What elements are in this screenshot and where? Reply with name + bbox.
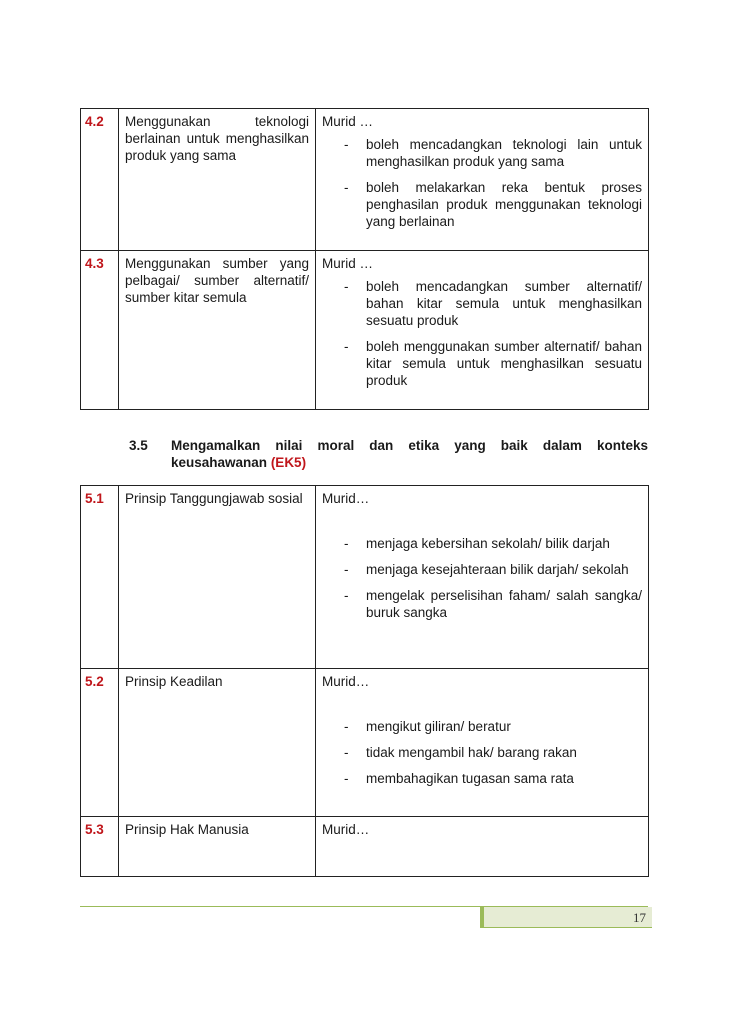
bullet-dash: - (344, 339, 349, 354)
table-row (81, 669, 649, 817)
section-code: (EK5) (270, 455, 307, 470)
row-number: 4.2 (81, 109, 119, 251)
bullet-dash: - (344, 180, 349, 195)
murid-label: Murid… (322, 491, 370, 506)
bullet-dash: - (344, 137, 349, 152)
list-item: - boleh mencadangkan sumber alternatif/ bahan kitar semula untuk menghasilkan sesuatu produk (344, 279, 642, 328)
row-description: Prinsip Hak Manusia (119, 817, 316, 877)
row-criteria (316, 486, 649, 669)
bullet-dash: - (344, 588, 349, 603)
row-description: Menggunakan teknologi berlainan untuk menghasilkan produk yang sama (119, 109, 316, 251)
table-row (81, 817, 649, 877)
section-number: 3.5 (129, 438, 148, 453)
list-item: - menjaga kesejahteraan bilik darjah/ sekolah (344, 562, 629, 577)
row-criteria (316, 669, 649, 817)
murid-label: Murid … (322, 114, 374, 129)
bullet-dash: - (344, 719, 349, 734)
list-item: - tidak mengambil hak/ barang rakan (344, 745, 577, 760)
section-title: Mengamalkan nilai moral dan etika yang baik dalam konteks keusahawanan (EK5) (171, 438, 648, 470)
list-item: - menjaga kebersihan sekolah/ bilik darjah (344, 536, 610, 551)
bullet-dash: - (344, 279, 349, 294)
table-row (81, 109, 649, 251)
murid-label: Murid… (322, 822, 370, 837)
murid-label: Murid… (322, 674, 370, 689)
standards-table-ek4 (80, 108, 649, 410)
list-item: - mengelak perselisihan faham/ salah sangka/ buruk sangka (344, 588, 642, 620)
list-item: - membahagikan tugasan sama rata (344, 771, 574, 786)
list-item: - boleh melakarkan reka bentuk proses penghasilan produk menggunakan teknologi yang berlainan (344, 180, 642, 229)
list-item: - boleh menggunakan sumber alternatif/ bahan kitar semula untuk menghasilkan sesuatu produk (344, 339, 642, 388)
page-number-box (480, 907, 652, 928)
bullet-dash: - (344, 745, 349, 760)
table-row (81, 486, 649, 669)
row-description: Prinsip Tanggungjawab sosial (119, 486, 316, 669)
bullet-dash: - (344, 536, 349, 551)
page-number: 17 (633, 910, 646, 925)
row-number: 5.2 (81, 669, 119, 817)
table-row (81, 251, 649, 410)
row-number: 5.3 (81, 817, 119, 877)
section-heading (129, 437, 648, 471)
row-number: 4.3 (81, 251, 119, 410)
list-item: - boleh mencadangkan teknologi lain untuk menghasilkan produk yang sama (344, 137, 642, 169)
standards-table-ek5 (80, 485, 649, 877)
row-description: Prinsip Keadilan (119, 669, 316, 817)
row-criteria (316, 109, 649, 251)
row-number: 5.1 (81, 486, 119, 669)
bullet-dash: - (344, 771, 349, 786)
row-criteria (316, 817, 649, 877)
murid-label: Murid … (322, 256, 374, 271)
row-criteria (316, 251, 649, 410)
bullet-dash: - (344, 562, 349, 577)
list-item: - mengikut giliran/ beratur (344, 719, 511, 734)
row-description: Menggunakan sumber yang pelbagai/ sumber alternatif/ sumber kitar semula (119, 251, 316, 410)
